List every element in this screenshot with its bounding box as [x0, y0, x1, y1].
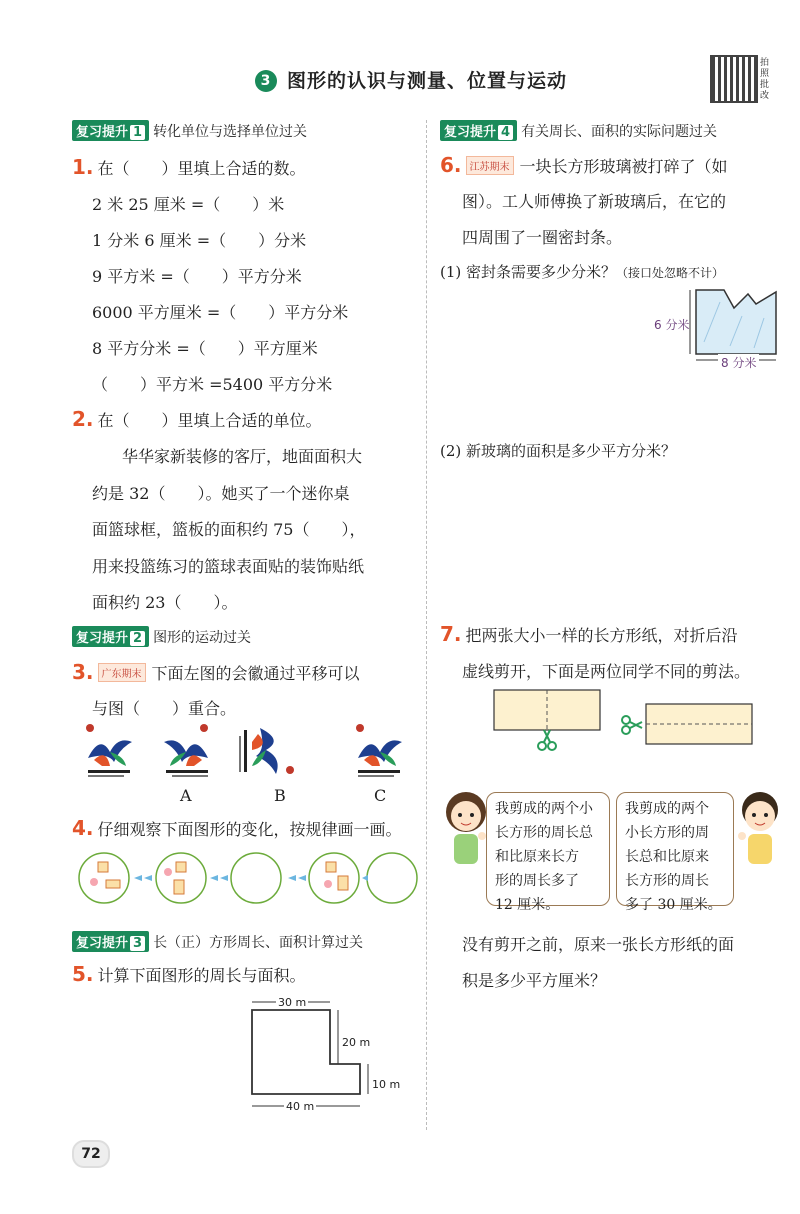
harbin-emblem-icon [80, 722, 138, 780]
bubble1-line: 长方形的周长总 [495, 825, 593, 841]
page-title [255, 66, 567, 93]
q1-line-3: 9 平方米 =（ ）平方分米 [92, 267, 302, 286]
q2-line-3: 面篮球框，篮板的面积约 75（ ）， [92, 520, 366, 539]
glass-height-label: 6 分米 [654, 318, 690, 332]
pattern-sequence [76, 850, 420, 906]
q3-stem [72, 660, 360, 684]
q1-number: 1. [72, 155, 94, 179]
girl-avatar [440, 786, 492, 876]
bubble1-line: 我剪成的两个小 [495, 801, 593, 817]
option-b-label: B [274, 786, 286, 805]
q4-text: 仔细观察下面图形的变化，按规律画一画。 [97, 820, 402, 839]
bubble2-line: 多了 30 厘米。 [625, 897, 722, 913]
qr-code-icon[interactable] [710, 55, 758, 103]
q3-line-2: 与图（ ）重合。 [92, 699, 237, 718]
q1-stem [72, 155, 306, 179]
section-badge-2 [72, 626, 251, 647]
q7-stem [440, 622, 738, 646]
q6-sub-1 [440, 261, 724, 282]
bubble1-line: 12 厘米。 [495, 897, 560, 913]
badge-text: 图形的运动过关 [153, 630, 252, 646]
speech-bubble-girl [486, 792, 610, 913]
badge-tag: 复习提升 2 [72, 626, 149, 647]
q6-number: 6. [440, 153, 462, 177]
source-tag: 广东期末 [98, 663, 146, 682]
q7-text-1: 把两张大小一样的长方形纸，对折后沿 [465, 626, 738, 645]
q1-line-2: 1 分米 6 厘米 =（ ）分米 [92, 231, 307, 250]
l-shape-figure [240, 994, 410, 1120]
page-number: 72 [72, 1140, 110, 1168]
q2-line-1: 华华家新装修的客厅，地面面积大 [122, 447, 363, 466]
bubble2-line: 长方形的周长 [625, 873, 709, 889]
badge-text: 有关周长、面积的实际问题过关 [521, 124, 718, 140]
dim-top: 30 m [278, 996, 307, 1009]
title-text: 图形的认识与测量、位置与运动 [287, 70, 568, 92]
q2-number: 2. [72, 407, 94, 431]
section-badge-3 [72, 931, 363, 952]
q6-line-2: 图）。工人师傅换了新玻璃后，在它的 [462, 192, 727, 211]
q7-line-2: 虚线剪开，下面是两位同学不同的剪法。 [462, 662, 751, 681]
badge-text: 转化单位与选择单位过关 [153, 124, 308, 140]
section-number: 3 [255, 70, 277, 92]
bubble1-line: 和比原来长方 [495, 849, 579, 865]
badge-text: 长（正）方形周长、面积计算过关 [153, 935, 364, 951]
glass-width-label: 8 分米 [718, 354, 759, 371]
bubble2-line: 小长方形的周 [625, 825, 709, 841]
source-tag: 江苏期末 [466, 156, 514, 175]
bubble2-line: 我剪成的两个 [625, 801, 709, 817]
badge-tag: 复习提升 4 [440, 120, 517, 141]
option-a-label: A [180, 786, 192, 805]
section-badge-4 [440, 120, 717, 141]
q7-ask-2: 积是多少平方厘米？ [462, 971, 607, 990]
paper-cut-figure [490, 686, 760, 766]
emblem-option-b-icon[interactable] [238, 722, 296, 780]
q2-line-2: 约是 32（ ）。她买了一个迷你桌 [92, 484, 350, 503]
q4-number: 4. [72, 816, 94, 840]
dim-bottom: 40 m [286, 1100, 315, 1113]
broken-glass-figure [680, 282, 780, 364]
q3-text-1: 下面左图的会徽通过平移可以 [151, 664, 360, 683]
speech-bubble-boy [616, 792, 734, 913]
option-c-label: C [374, 786, 387, 805]
q6-stem [440, 153, 728, 177]
q6-line-3: 四周围了一圈密封条。 [462, 228, 623, 247]
q5-stem [72, 962, 306, 986]
q6-text-1: 一块长方形玻璃被打碎了（如 [519, 157, 728, 176]
bubble1-line: 形的周长多了 [495, 873, 579, 889]
q6-sub-2: (2) 新玻璃的面积是多少平方分米？ [440, 442, 677, 460]
boy-avatar [734, 786, 786, 876]
q1-line-4: 6000 平方厘米 =（ ）平方分米 [92, 303, 349, 322]
q6-sub1-note: （接口处忽略不计） [616, 266, 725, 280]
emblem-option-c-icon[interactable] [350, 722, 408, 780]
qr-caption: 拍照批改 [760, 58, 770, 101]
q2-line-5: 面积约 23（ ）。 [92, 593, 238, 612]
q4-stem [72, 816, 402, 840]
q1-line-6: （ ）平方米 =5400 平方分米 [92, 375, 333, 394]
q1-line-1: 2 米 25 厘米 =（ ）米 [92, 195, 285, 214]
bubble2-line: 长总和比原来 [625, 849, 709, 865]
q5-text: 计算下面图形的周长与面积。 [97, 966, 306, 985]
q7-number: 7. [440, 622, 462, 646]
section-badge-1 [72, 120, 307, 141]
q7-ask-1: 没有剪开之前，原来一张长方形纸的面 [462, 935, 735, 954]
badge-tag: 复习提升 3 [72, 931, 149, 952]
q1-line-5: 8 平方分米 =（ ）平方厘米 [92, 339, 318, 358]
q1-text: 在（ ）里填上合适的数。 [97, 159, 306, 178]
q5-number: 5. [72, 962, 94, 986]
q6-sub1-text: (1) 密封条需要多少分米？ [440, 263, 617, 281]
q2-stem [72, 407, 322, 431]
badge-tag: 复习提升 1 [72, 120, 149, 141]
q2-text: 在（ ）里填上合适的单位。 [97, 411, 322, 430]
dim-right: 20 m [342, 1036, 371, 1049]
emblem-option-a-icon[interactable] [158, 722, 216, 780]
dim-step: 10 m [372, 1078, 401, 1091]
q3-number: 3. [72, 660, 94, 684]
q2-line-4: 用来投篮练习的篮球表面贴的装饰贴纸 [92, 557, 365, 576]
column-divider [426, 120, 427, 1130]
